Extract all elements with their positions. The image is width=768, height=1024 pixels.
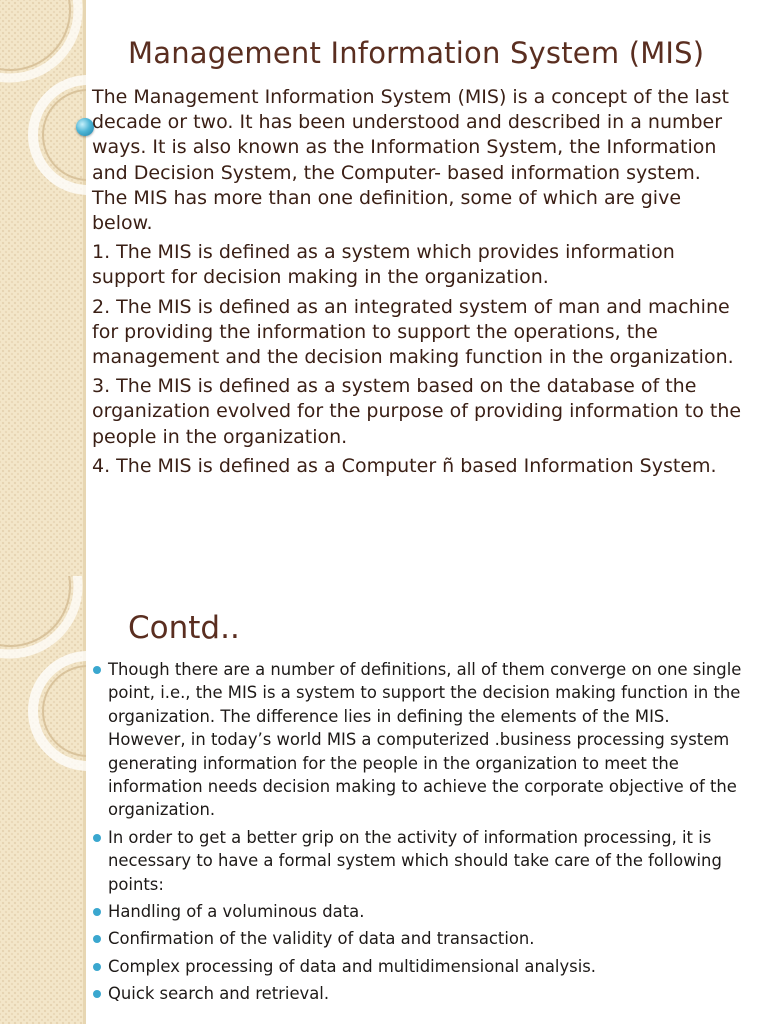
decorative-circles-graphic <box>0 0 86 576</box>
slide-title: Contd.. <box>128 610 240 646</box>
slide-title: Management Information System (MIS) <box>128 36 705 70</box>
intro-paragraph: The Management Information System (MIS) is a concept of the last decade or two. It has been understood and described in a number ways. It is also known as the Information System, the Information and Decision System, the Computer- based information system. The MIS has more than one definition, some of which are give below. <box>92 86 729 235</box>
list-item: Though there are a number of definitions, all of them converge on one single point, i.e., the MIS is a system to support the decision making function in the organization. The difference lies in defining the elements of the MIS. However, in today’s world MIS a computerized .business processing system generating information for the people in the organization to meet the information needs decision making to achieve the corporate objective of the organization. <box>92 658 747 822</box>
definition-3: 3. The MIS is defined as a system based on the database of the organization evolved for the purpose of providing information to the people in the organization. <box>92 375 742 448</box>
list-item: Quick search and retrieval. <box>92 982 747 1005</box>
slide-2 <box>0 576 768 1024</box>
bullet-list <box>92 658 747 1010</box>
list-item: Complex processing of data and multidimensional analysis. <box>92 955 747 978</box>
decorative-circles-graphic <box>0 576 86 1024</box>
slide-body <box>92 85 742 483</box>
list-item: Handling of a voluminous data. <box>92 900 747 923</box>
definition-4: 4. The MIS is defined as a Computer ñ based Information System. <box>92 454 717 477</box>
definition-2: 2. The MIS is defined as an integrated system of man and machine for providing the information to support the operations, the management and the decision making function in the organization. <box>92 295 734 369</box>
list-item: In order to get a better grip on the activity of information processing, it is necessary to have a formal system which should take care of the following points: <box>92 826 747 896</box>
list-item: Confirmation of the validity of data and transaction. <box>92 927 747 950</box>
definition-1: 1. The MIS is defined as a system which provides information support for decision making in the organization. <box>92 241 675 289</box>
